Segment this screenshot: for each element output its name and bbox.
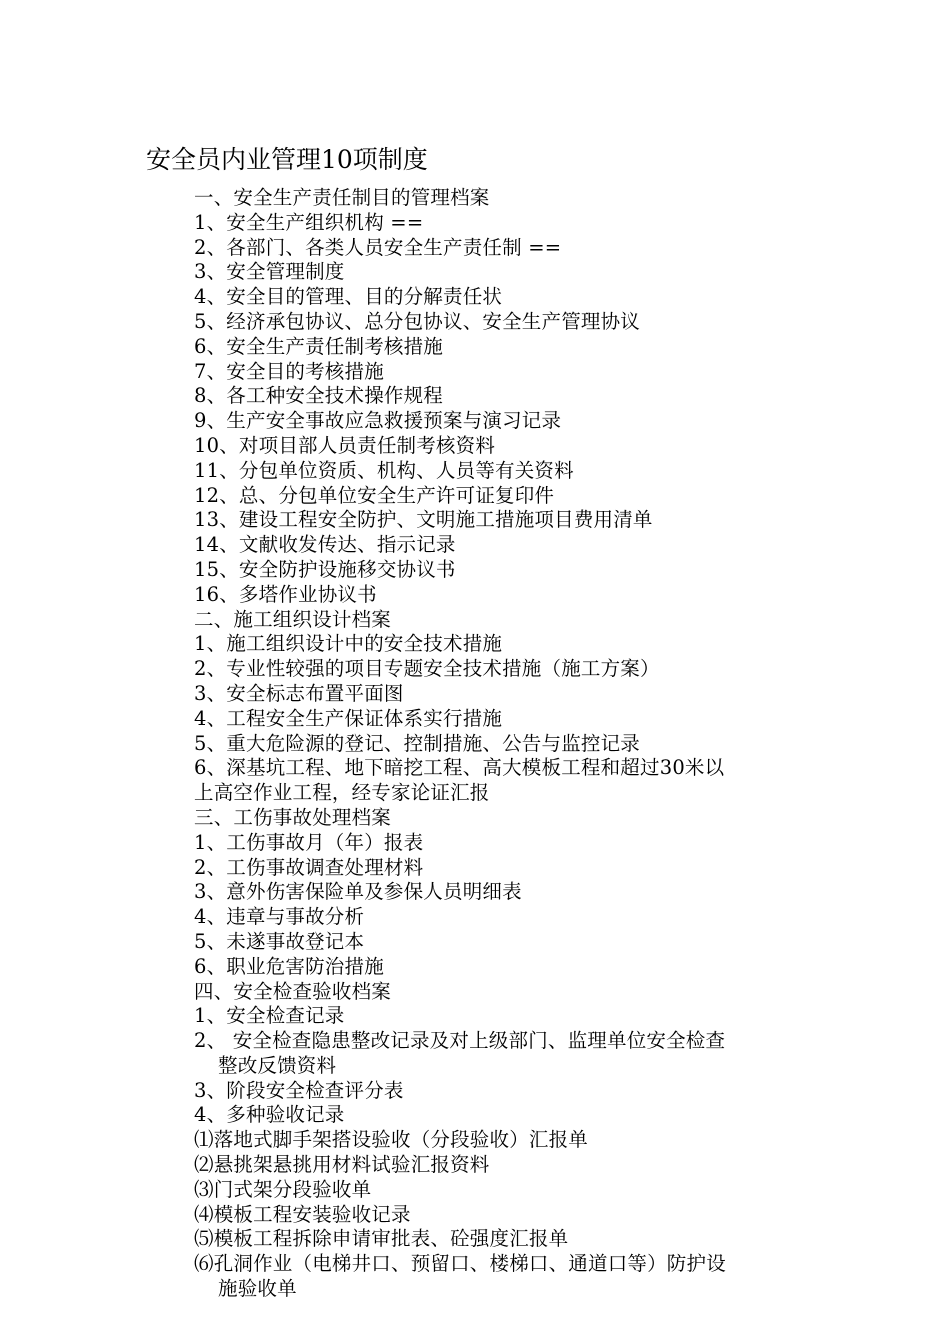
list-item: 2、专业性较强的项目专题安全技术措施（施工方案）: [194, 657, 660, 681]
list-item: 2、工伤事故调查处理材料: [194, 855, 424, 879]
sub-list-item: ⑷模板工程安装验收记录: [194, 1202, 411, 1226]
list-item: 4、工程安全生产保证体系实行措施: [194, 706, 503, 730]
list-item: 10、对项目部人员责任制考核资料: [194, 433, 496, 457]
list-item-continuation: 整改反馈资料: [218, 1053, 337, 1077]
list-item: 4、多种验收记录: [194, 1103, 345, 1127]
list-item: 11、分包单位资质、机构、人员等有关资料: [194, 458, 574, 482]
list-item: 4、安全目的管理、目的分解责任状: [194, 285, 503, 309]
sub-list-item: ⑵悬挑架悬挑用材料试验汇报资料: [194, 1153, 490, 1177]
list-item: 16、多塔作业协议书: [194, 582, 377, 606]
list-item-continuation: 施验收单: [218, 1277, 297, 1301]
list-item: 2、 安全检查隐患整改记录及对上级部门、监理单位安全检查: [194, 1029, 726, 1053]
list-item-continuation: 上高空作业工程，经专家论证汇报: [194, 781, 490, 805]
list-item: 9、生产安全事故应急救援预案与演习记录: [194, 409, 562, 433]
section-heading: 四、安全检查验收档案: [194, 979, 392, 1003]
sub-list-item: ⑹孔洞作业（电梯井口、预留口、楼梯口、通道口等）防护设: [194, 1252, 726, 1276]
list-item: 4、违章与事故分析: [194, 905, 365, 929]
list-item: 6、职业危害防治措施: [194, 954, 384, 978]
section-heading: 一、安全生产责任制目的管理档案: [194, 186, 490, 209]
list-item: 3、阶段安全检查评分表: [194, 1078, 404, 1102]
sub-list-item: ⑶门式架分段验收单: [194, 1177, 372, 1201]
list-item: 7、安全目的考核措施: [194, 359, 384, 383]
list-item: 1、工伤事故月（年）报表: [194, 830, 424, 854]
document-title: 安全员内业管理10项制度: [146, 145, 428, 174]
list-item: 6、深基坑工程、地下暗挖工程、高大模板工程和超过30米以: [194, 756, 725, 780]
list-item: 1、安全生产组织机构 ==: [194, 210, 424, 234]
list-item: 3、安全标志布置平面图: [194, 681, 404, 705]
sub-list-item: ⑴落地式脚手架搭设验收（分段验收）汇报单: [194, 1128, 589, 1152]
document-body: [194, 186, 814, 1302]
list-item: 13、建设工程安全防护、文明施工措施项目费用清单: [194, 508, 653, 532]
list-item: 3、安全管理制度: [194, 260, 345, 284]
list-item: 1、安全检查记录: [194, 1004, 345, 1028]
section-heading: 三、工伤事故处理档案: [194, 805, 392, 829]
list-item: 14、文献收发传达、指示记录: [194, 533, 456, 557]
list-item: 5、经济承包协议、总分包协议、安全生产管理协议: [194, 309, 641, 333]
sub-list-item: ⑸模板工程拆除申请审批表、砼强度汇报单: [194, 1227, 569, 1251]
list-item: 2、各部门、各类人员安全生产责任制 ==: [194, 235, 562, 259]
list-item: 3、意外伤害保险单及参保人员明细表: [194, 880, 522, 904]
section-heading: 二、施工组织设计档案: [194, 607, 392, 631]
list-item: 1、施工组织设计中的安全技术措施: [194, 632, 503, 656]
list-item: 6、安全生产责任制考核措施: [194, 334, 444, 358]
list-item: 5、未遂事故登记本: [194, 929, 365, 953]
list-item: 12、总、分包单位安全生产许可证复印件: [194, 483, 555, 507]
list-item: 5、重大危险源的登记、控制措施、公告与监控记录: [194, 731, 641, 755]
list-item: 15、安全防护设施移交协议书: [194, 557, 456, 581]
list-item: 8、各工种安全技术操作规程: [194, 384, 444, 408]
